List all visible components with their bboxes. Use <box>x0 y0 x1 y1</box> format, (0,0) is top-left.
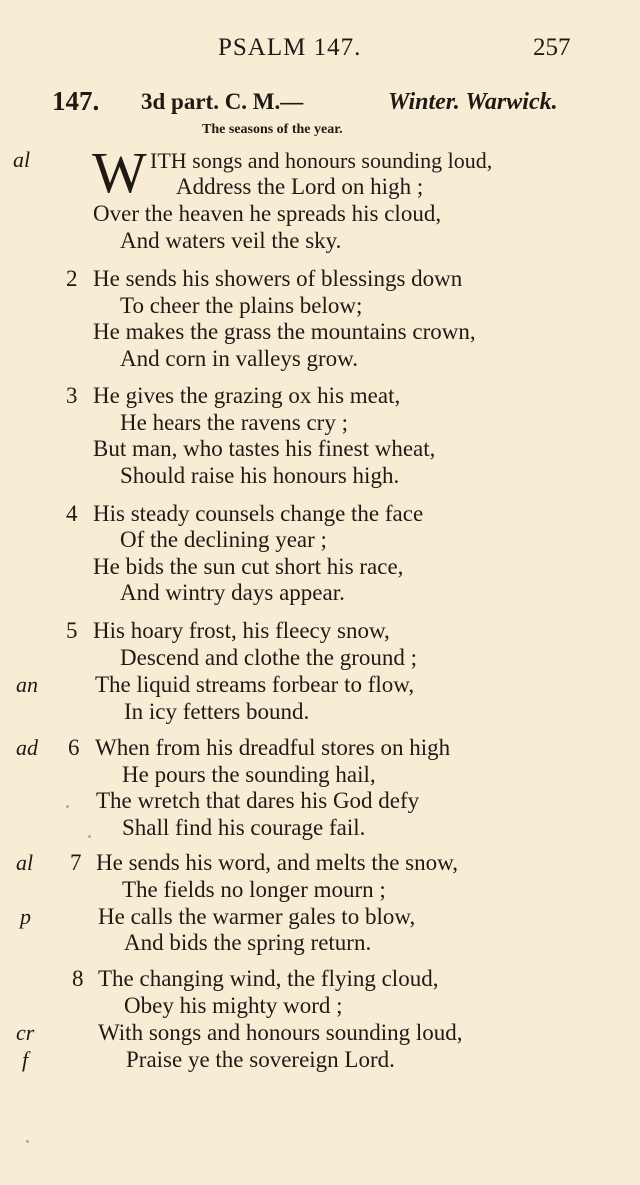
dynamic-mark: f <box>22 1047 29 1072</box>
verse-line: To cheer the plains below; <box>120 293 363 318</box>
verse-number: 8 <box>72 966 84 991</box>
paper-speck <box>66 805 69 808</box>
verse-number: 6 <box>68 735 80 760</box>
hymn-tunes: Winter. Warwick. <box>388 89 558 115</box>
dynamic-mark: al <box>16 850 34 875</box>
verse-number: 2 <box>66 266 78 291</box>
verse-line: He sends his word, and melts the snow, <box>96 850 458 875</box>
hymn-subtitle: The seasons of the year. <box>202 122 343 137</box>
paper-speck <box>88 835 91 838</box>
verse-line: He makes the grass the mountains crown, <box>93 319 476 344</box>
verse-line: He bids the sun cut short his race, <box>93 554 404 579</box>
page-number: 257 <box>533 34 571 61</box>
verse-line: The fields no longer mourn ; <box>122 877 386 902</box>
verse-line: Should raise his honours high. <box>120 463 400 488</box>
verse-line: And bids the spring return. <box>124 930 372 955</box>
verse-number: 4 <box>66 501 78 526</box>
verse-line: He gives the grazing ox his meat, <box>93 383 401 408</box>
verse-line: The changing wind, the flying cloud, <box>98 966 439 991</box>
verse-line: Of the declining year ; <box>120 527 327 552</box>
dynamic-mark: ad <box>16 735 38 760</box>
dynamic-mark: cr <box>16 1020 35 1045</box>
verse-line: He sends his showers of blessings down <box>93 266 463 291</box>
verse-line: His hoary frost, his fleecy snow, <box>93 618 390 643</box>
page-header <box>0 30 640 70</box>
verse-line: ITH songs and honours sounding loud, <box>150 148 493 173</box>
verse-line: And corn in valleys grow. <box>120 346 359 371</box>
verse-line: Address the Lord on high ; <box>176 174 424 199</box>
drop-cap: W <box>92 140 147 205</box>
verse-line: Obey his mighty word ; <box>124 993 343 1018</box>
verse-line: And waters veil the sky. <box>120 228 342 253</box>
verse-line: His steady counsels change the face <box>93 501 424 526</box>
verse-line: In icy fetters bound. <box>124 699 310 724</box>
verse-line: But man, who tastes his finest wheat, <box>93 436 436 461</box>
verse-line: Descend and clothe the ground ; <box>120 645 417 670</box>
verse-line: And wintry days appear. <box>120 580 345 605</box>
verse-line: The liquid streams forbear to flow, <box>95 672 415 697</box>
verse-line: When from his dreadful stores on high <box>95 735 451 760</box>
verse-line: With songs and honours sounding loud, <box>98 1020 463 1045</box>
verse-line: He hears the ravens cry ; <box>120 410 348 435</box>
hymn-number: 147. <box>52 86 100 116</box>
verse-number: 3 <box>66 383 78 408</box>
paper-speck <box>26 1140 29 1143</box>
verse-number: 5 <box>66 618 78 643</box>
dynamic-mark: an <box>16 672 38 697</box>
verse-line: The wretch that dares his God defy <box>96 788 420 813</box>
verse-line: Over the heaven he spreads his cloud, <box>93 201 442 226</box>
hymn-meter: 3d part. C. M.— <box>141 89 304 114</box>
dynamic-mark: p <box>20 904 31 929</box>
verse-line: Praise ye the sovereign Lord. <box>126 1047 395 1072</box>
verse-number: 7 <box>70 850 82 875</box>
hymn-heading <box>52 86 612 120</box>
verse-line: Shall find his courage fail. <box>122 815 366 840</box>
running-title: PSALM 147. <box>218 34 362 61</box>
dynamic-mark: al <box>13 147 31 172</box>
verse-line: He pours the sounding hail, <box>122 762 376 787</box>
verse-line: He calls the warmer gales to blow, <box>98 904 416 929</box>
